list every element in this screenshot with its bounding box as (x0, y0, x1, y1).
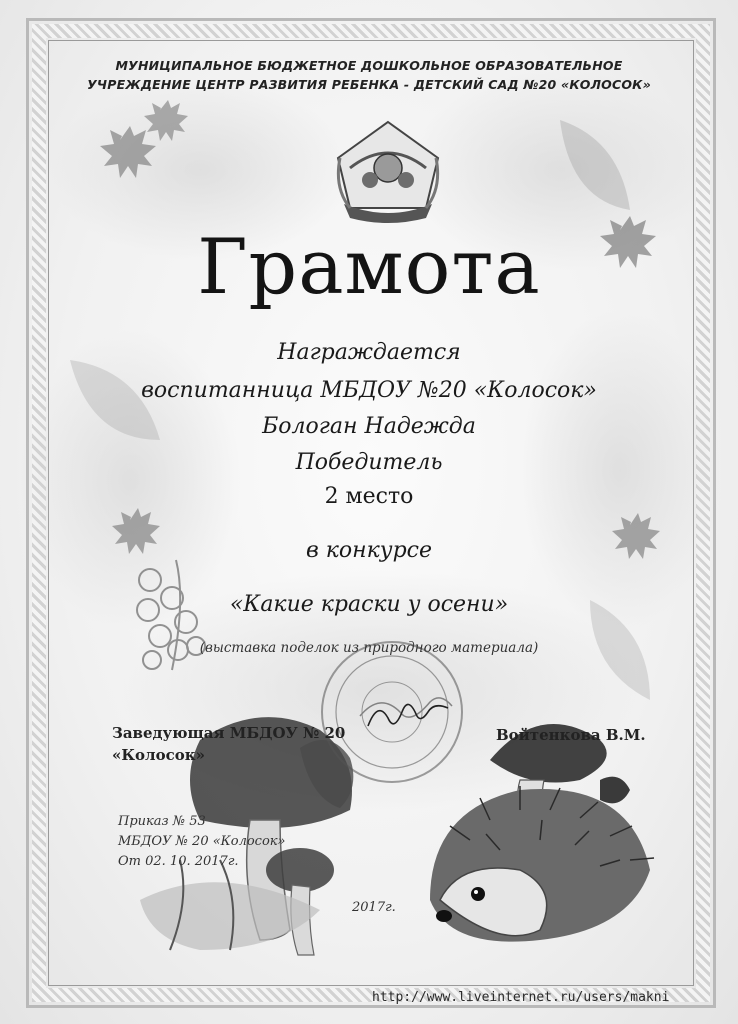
signatory-organization: «Колосок» (112, 746, 205, 764)
footer-url: http://www.liveinternet.ru/users/makni (372, 990, 670, 1005)
order-organization: МБДОУ № 20 «Колосок» (118, 834, 286, 849)
organization-line-2: УЧРЕЖДЕНИЕ ЦЕНТР РАЗВИТИЯ РЕБЕНКА - ДЕТСКИЙ САД №20 «КОЛОСОК» (87, 77, 651, 92)
signatory-position: Заведующая МБДОУ № 20 (112, 724, 346, 742)
order-number: Приказ № 53 (118, 814, 206, 829)
emblem-icon (330, 118, 446, 224)
winner-status: Победитель (295, 450, 443, 475)
issue-year: 2017г. (352, 900, 396, 915)
recipient-role: воспитанница МБДОУ №20 «Колосок» (141, 378, 597, 403)
contest-name: «Какие краски у осени» (229, 592, 509, 617)
order-date: От 02. 10. 2017г. (118, 854, 239, 869)
certificate-title: Грамота (197, 222, 541, 311)
awarded-label: Награждается (277, 340, 461, 365)
place-label: 2 место (324, 484, 414, 509)
signatory-name: Войтенкова В.М. (496, 726, 646, 744)
contest-note: (выставка поделок из природного материала) (199, 640, 539, 656)
organization-line-1: МУНИЦИПАЛЬНОЕ БЮДЖЕТНОЕ ДОШКОЛЬНОЕ ОБРАЗОВАТЕЛЬНОЕ (115, 58, 623, 73)
handwritten-signature (364, 698, 454, 738)
recipient-name: Бологан Надежда (262, 414, 476, 439)
contest-prefix: в конкурсе (306, 538, 432, 563)
